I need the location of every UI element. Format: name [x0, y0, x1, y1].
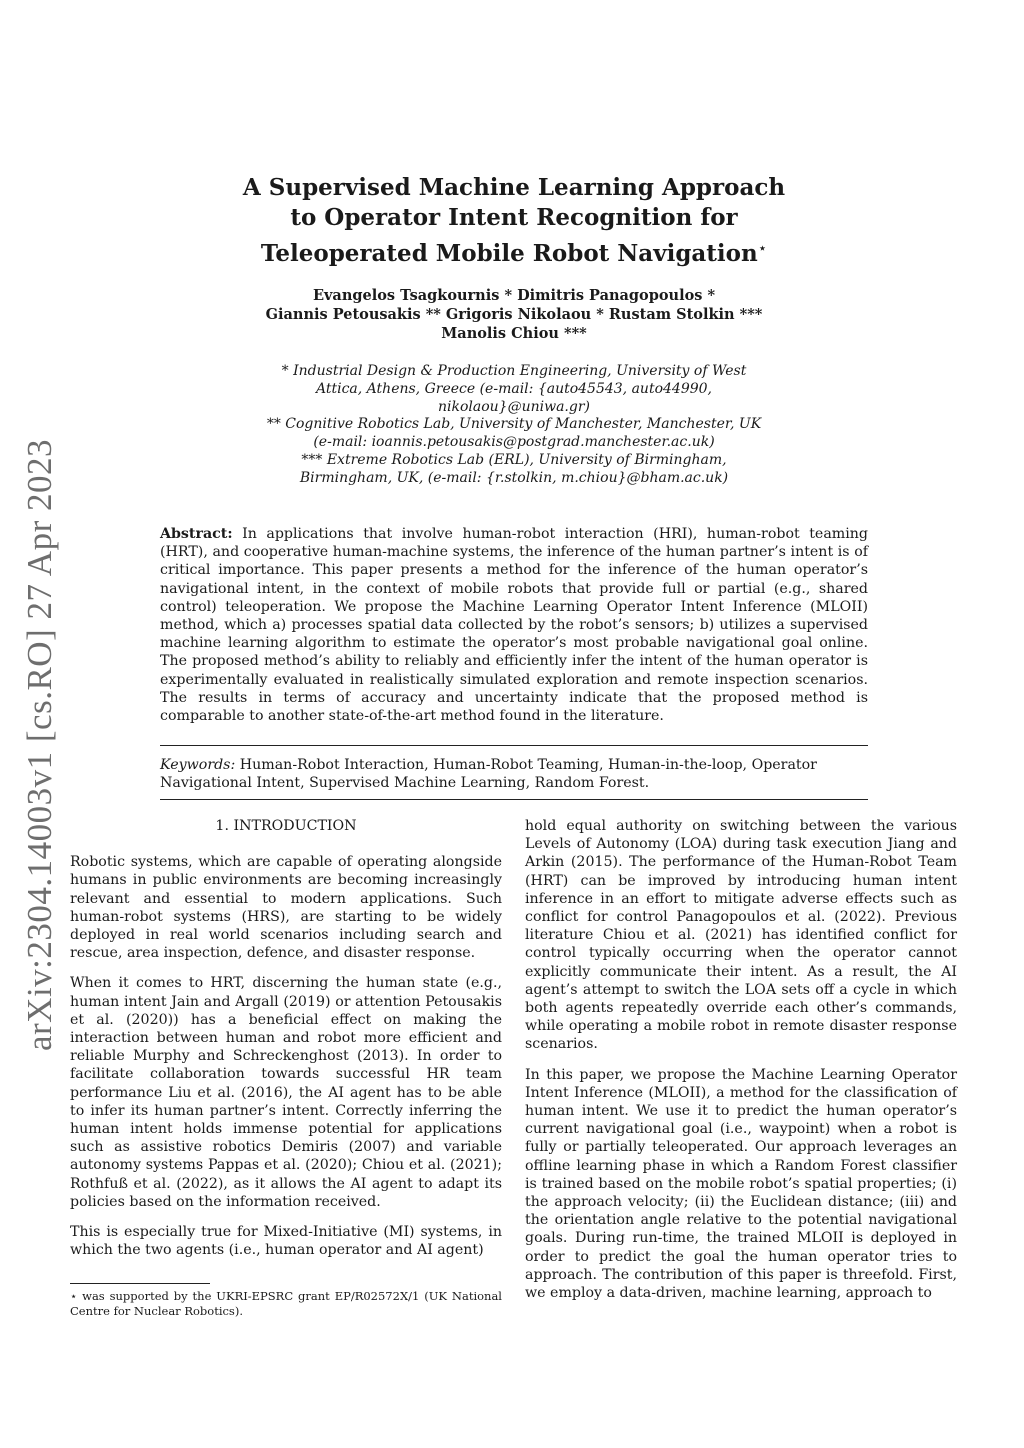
affiliation-line: Attica, Athens, Greece (e-mail: {auto45543, auto44990,	[316, 380, 712, 397]
title-line-1: A Supervised Machine Learning Approach	[242, 174, 786, 201]
body-paragraph: This is especially true for Mixed-Initiative (MI) systems, in which the two agents (i.e., human operator and AI agent)	[70, 1224, 502, 1259]
section-heading: 1. INTRODUCTION	[215, 818, 357, 834]
body-paragraph: When it comes to HRT, discerning the human state (e.g., human intent Jain and Argall (2019) or attention Petousakis et al. (2020)) has a beneficial effect on making the interaction between human and robot more efficient and reliable Murphy and Schreckenghost (2013). In order to facilitate collaboration towards successful HR team performance Liu et al. (2016), the AI agent has to be able to infer its human partner’s intent. Correctly inferring the human intent holds immense potential for applications such as assistive robotics Demiris (2007) and variable autonomy systems Pappas et al. (2020); Chiou et al. (2021); Rothfuß et al. (2022), as it allows the AI agent to adapt its policies based on the information received.	[70, 975, 502, 1210]
funding-footnote: ⋆ was supported by the UKRI-EPSRC grant EP/R02572X/1 (UK National Centre for Nuclear Robotics).	[70, 1289, 502, 1318]
body-paragraph: In this paper, we propose the Machine Learning Operator Intent Inference (MLOII), a method for the classification of human intent. We use it to predict the human operator’s current navigational goal (i.e., waypoint) when a robot is fully or partially teleoperated. Our approach leverages an offline learning phase in which a Random Forest classifier is trained based on the mobile robot’s spatial properties; (i) the approach velocity; (ii) the Euclidean distance; (iii) and the orientation angle relative to the potential navigational goals. During run-time, the trained MLOII is deployed in order to predict the goal the human operator tries to approach. The contribution of this paper is threefold. First, we employ a data-driven, machine learning, approach to	[525, 1066, 957, 1302]
affiliations	[160, 363, 868, 488]
title-line-3-text: Teleoperated Mobile Robot Navigation	[260, 240, 758, 267]
author-line-3: Manolis Chiou ***	[441, 325, 587, 342]
author-line-2: Giannis Petousakis ** Grigoris Nikolaou * Rustam Stolkin ***	[265, 306, 763, 323]
affiliation-line: *** Extreme Robotics Lab (ERL), University of Birmingham,	[301, 451, 727, 468]
title-line-3	[160, 233, 868, 269]
paper-title	[160, 173, 868, 269]
arxiv-identifier-stamp	[10, 438, 70, 1052]
affiliation-line: ** Cognitive Robotics Lab, University of Manchester, Manchester, UK	[266, 416, 762, 433]
author-list	[160, 286, 868, 343]
abstract-divider	[160, 745, 868, 746]
keywords	[160, 756, 868, 792]
affiliation-line: nikolaou}@uniwa.gr)	[438, 398, 590, 415]
footnote-divider	[70, 1283, 210, 1284]
affiliation-line: (e-mail: ioannis.petousakis@postgrad.manchester.ac.uk)	[313, 434, 715, 451]
title-line-2: to Operator Intent Recognition for	[290, 204, 738, 231]
keywords-label: Keywords:	[160, 757, 236, 773]
body-paragraph: Robotic systems, which are capable of operating alongside humans in public environments are becoming increasingly relevant and essential to modern applications. Such human-robot systems (HRS), are starting to be widely deployed in real world scenarios including search and rescue, area inspection, defence, and disaster response.	[70, 854, 502, 962]
arxiv-identifier-text: arXiv:2304.14003v1 [cs.RO] 27 Apr 2023	[20, 438, 60, 1052]
affiliation-line: Birmingham, UK, (e-mail: {r.stolkin, m.chiou}@bham.ac.uk)	[299, 469, 729, 486]
abstract-label: Abstract:	[160, 526, 233, 542]
abstract-text: In applications that involve human-robot interaction (HRI), human-robot teaming (HRT), and cooperative human-machine systems, the inference of the human partner’s intent is of critical importance. This paper presents a method for the inference of the human operator’s navigational intent, in the context of mobile robots that provide full or partial (e.g., shared control) teleoperation. We propose the Machine Learning Operator Intent Inference (MLOII) method, which a) processes spatial data collected by the robot’s sensors; b) utilizes a supervised machine learning algorithm to estimate the operator’s most probable navigational goal online. The proposed method’s ability to reliably and efficiently infer the intent of the human operator is experimentally evaluated in realistically simulated exploration and remote inspection scenarios. The results in terms of accuracy and uncertainty indicate that the proposed method is comparable to another state-of-the-art method found in the literature.	[160, 526, 868, 725]
affiliation-line: * Industrial Design & Production Engineering, University of West	[281, 363, 747, 379]
keywords-text: Human-Robot Interaction, Human-Robot Teaming, Human-in-the-loop, Operator Navigational Intent, Supervised Machine Learning, Random Forest.	[160, 757, 817, 792]
keywords-divider	[160, 799, 868, 800]
left-column	[70, 817, 502, 1271]
abstract	[160, 525, 868, 725]
right-column	[525, 817, 957, 1314]
author-line-1: Evangelos Tsagkournis * Dimitris Panagopoulos *	[312, 287, 716, 304]
title-footnote-star: ⋆	[757, 239, 768, 257]
body-paragraph: hold equal authority on switching between the various Levels of Autonomy (LOA) during task execution Jiang and Arkin (2015). The performance of the Human-Robot Team (HRT) can be improved by introducing human intent inference in an effort to mitigate adverse effects such as conflict for control Panagopoulos et al. (2022). Previous literature Chiou et al. (2021) has identified conflict for control typically occurring when the operator cannot explicitly communicate their intent. As a result, the AI agent’s attempt to switch the LOA sets off a cycle in which both agents repeatedly override each other’s commands, while operating a mobile robot in remote disaster response scenarios.	[525, 818, 957, 1053]
